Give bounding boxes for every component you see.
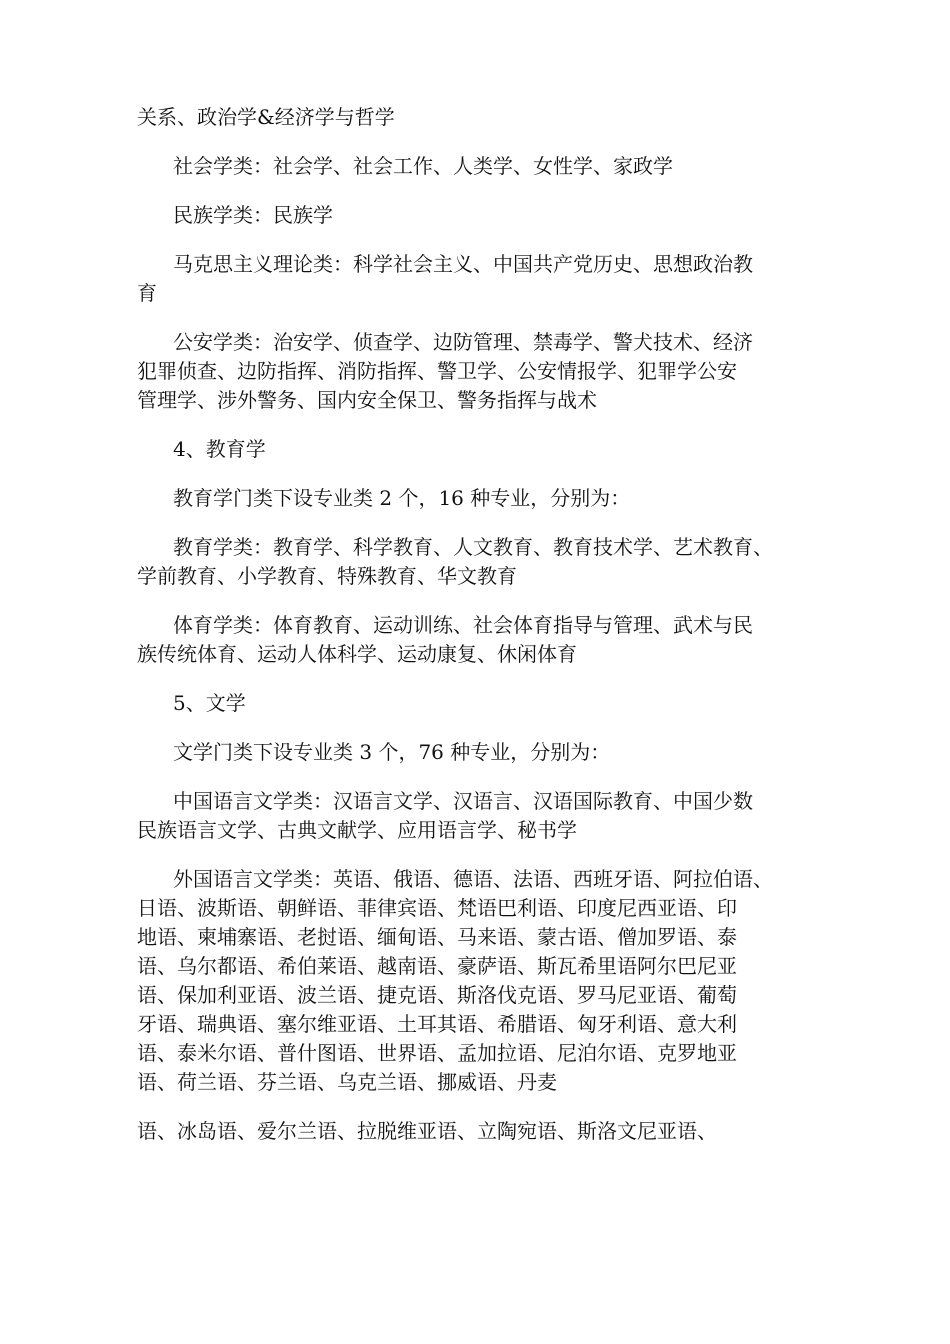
document-body — [137, 103, 837, 1166]
paragraph-1: 关系、政治学&经济学与哲学 — [137, 105, 395, 129]
paragraph-chinese-literature: 中国语言文学类：汉语言文学、汉语言、汉语国际教育、中国少数 民族语言文学、古典文献学、应用语言学、秘书学 — [137, 789, 753, 842]
section-heading-literature: 5、文学 — [173, 691, 246, 715]
paragraph-foreign-languages: 外国语言文学类：英语、俄语、德语、法语、西班牙语、阿拉伯语、 日语、波斯语、朝鲜语、菲律宾语、梵语巴利语、印度尼西亚语、印 地语、柬埔寨语、老挝语、缅甸语、马来语、蒙古语、僧加罗语、泰 语、乌尔都语、希伯莱语、越南语、豪萨语、斯瓦希里语阿尔巴尼亚 语、保加利亚语、波兰语、捷克语、斯洛伐克语、罗马尼亚语、葡萄 牙语、瑞典语、塞尔维亚语、土耳其语、希腊语、匈牙利语、意大利 语、泰米尔语、普什图语、世界语、孟加拉语、尼泊尔语、克罗地亚 语、荷兰语、芬兰语、乌克兰语、挪威语、丹麦 — [137, 867, 773, 1094]
paragraph-education-majors: 教育学类：教育学、科学教育、人文教育、教育技术学、艺术教育、 学前教育、小学教育、特殊教育、华文教育 — [137, 535, 773, 588]
paragraph-public-security: 公安学类：治安学、侦查学、边防管理、禁毒学、警犬技术、经济 犯罪侦查、边防指挥、消防指挥、警卫学、公安情报学、犯罪学公安 管理学、涉外警务、国内安全保卫、警务指挥与战术 — [137, 330, 753, 412]
paragraph-marxism: 马克思主义理论类：科学社会主义、中国共产党历史、思想政治教 育 — [137, 252, 753, 305]
paragraph-education-intro: 教育学门类下设专业类 2 个，16 种专业，分别为： — [173, 486, 631, 510]
paragraph-literature-intro: 文学门类下设专业类 3 个，76 种专业，分别为： — [173, 740, 611, 764]
paragraph-foreign-languages-cont: 语、冰岛语、爱尔兰语、拉脱维亚语、立陶宛语、斯洛文尼亚语、 — [137, 1119, 717, 1143]
paragraph-ethnology: 民族学类：民族学 — [173, 203, 333, 227]
paragraph-sociology: 社会学类：社会学、社会工作、人类学、女性学、家政学 — [173, 154, 673, 178]
section-heading-education: 4、教育学 — [173, 437, 266, 461]
paragraph-sports-majors: 体育学类：体育教育、运动训练、社会体育指导与管理、武术与民 族传统体育、运动人体科学、运动康复、休闲体育 — [137, 613, 753, 666]
